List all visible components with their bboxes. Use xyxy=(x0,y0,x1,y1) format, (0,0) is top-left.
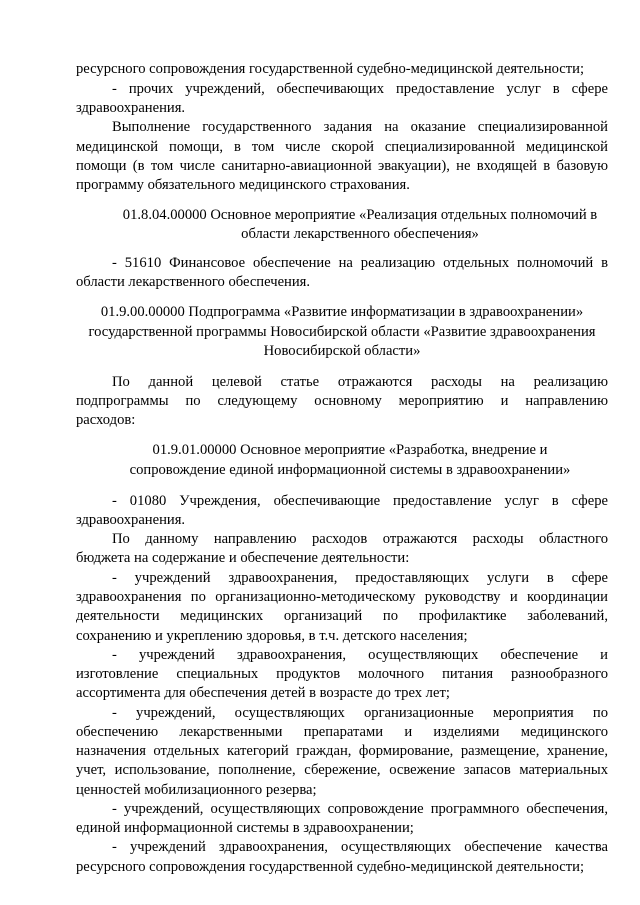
text-line: области лекарственного обеспечения. xyxy=(76,274,311,290)
text-line: деятельности медицинских организаций по профилактике заболеваний, xyxy=(76,608,608,624)
text-line: обеспечению лекарственными препаратами и изделиями медицинского xyxy=(76,724,608,740)
text-line: здравоохранения. xyxy=(76,100,186,116)
text-line: подпрограммы по следующему основному мероприятию и направлению xyxy=(76,393,608,409)
text-line: - учреждений, осуществляющих организационные мероприятия по xyxy=(112,705,608,721)
text-line: ресурсного сопровождения государственной судебно-медицинской деятельности; xyxy=(76,61,585,77)
text-line: учет, использование, пополнение, сбережение, освежение запасов материальных xyxy=(76,762,608,778)
heading-line: Новосибирской области» xyxy=(263,343,421,359)
text-line: - прочих учреждений, обеспечивающих предоставление услуг в сфере xyxy=(112,81,608,97)
text-line: По данной целевой статье отражаются расходы на реализацию xyxy=(112,374,608,390)
text-line: - учреждений здравоохранения, предоставляющих услуги в сфере xyxy=(112,570,608,586)
text-line: - 51610 Финансовое обеспечение на реализацию отдельных полномочий в xyxy=(112,255,608,271)
text-line: назначения отдельных категорий граждан, формирование, размещение, хранение, xyxy=(76,743,608,759)
heading-line: государственной программы Новосибирской области «Развитие здравоохранения xyxy=(88,324,596,340)
text-line: расходов: xyxy=(76,412,136,428)
text-line: здравоохранения. xyxy=(76,512,186,528)
text-line: - учреждений здравоохранения, осуществляющих обеспечение и xyxy=(112,647,608,663)
text-line: ассортимента для обеспечения детей в возрасте до трех лет; xyxy=(76,685,450,701)
text-line: - учреждений, осуществляющих сопровождение программного обеспечения, xyxy=(112,801,608,817)
heading-line: 01.9.00.00000 Подпрограмма «Развитие информатизации в здравоохранении» xyxy=(100,304,584,320)
text-line: медицинской помощи, в том числе скорой специализированной медицинской xyxy=(76,139,608,155)
heading-line: 01.9.01.00000 Основное мероприятие «Разработка, внедрение и xyxy=(152,442,548,458)
text-line: бюджета на содержание и обеспечение деятельности: xyxy=(76,550,410,566)
heading-line: 01.8.04.00000 Основное мероприятие «Реализация отдельных полномочий в xyxy=(122,207,598,223)
text-line: ресурсного сопровождения государственной судебно-медицинской деятельности; xyxy=(76,859,585,875)
text-line: Выполнение государственного задания на оказание специализированной xyxy=(112,119,608,135)
text-line: ценностей мобилизационного резерва; xyxy=(76,782,317,798)
text-line: программу обязательного медицинского страхования. xyxy=(76,177,410,193)
text-line: - 01080 Учреждения, обеспечивающие предоставление услуг в сфере xyxy=(112,493,608,509)
heading-line: сопровождение единой информационной системы в здравоохранении» xyxy=(129,462,571,478)
text-line: единой информационной системы в здравоохранении; xyxy=(76,820,414,836)
heading-line: области лекарственного обеспечения» xyxy=(241,226,479,242)
text-line: изготовление специальных продуктов молочного питания разнообразного xyxy=(76,666,608,682)
text-line: здравоохранения по организационно-методическому руководству и координации xyxy=(76,589,608,605)
text-line: По данному направлению расходов отражаются расходы областного xyxy=(112,531,608,547)
text-line: сохранению и укреплению здоровья, в т.ч. детского населения; xyxy=(76,628,468,644)
text-line: помощи (в том числе санитарно-авиационной эвакуации), не входящей в базовую xyxy=(76,158,608,174)
text-line: - учреждений здравоохранения, осуществляющих обеспечение качества xyxy=(112,839,608,855)
